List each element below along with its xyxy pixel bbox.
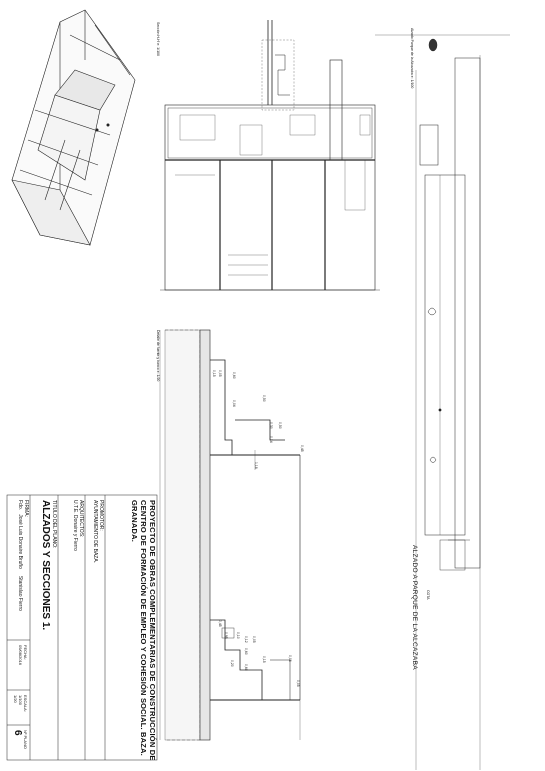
- promotor-block: [92, 500, 104, 563]
- promotor-value: AYUNTAMIENTO DE BAZA.: [92, 500, 98, 564]
- arquitectos-label: ARQUITECTOS:: [78, 500, 84, 538]
- plano-label: Nº PLANO: [23, 730, 28, 750]
- firma-name-1: José Luis Donaire Bruño: [17, 514, 23, 569]
- caption-alzado-small: Alzado Parque de la Alcazaba e: 1/100: [410, 28, 414, 89]
- detail-view: [160, 330, 300, 740]
- dim-label: 0,50: [278, 422, 282, 429]
- dim-label: 0,05: [218, 370, 222, 377]
- fecha-value: 09/08/2016: [18, 645, 23, 666]
- caption-seccion: Sección H-H' e: 1/100: [156, 22, 160, 56]
- dim-label: 0,30: [269, 422, 273, 429]
- section-view: [160, 20, 380, 290]
- arquitectos-block: [72, 500, 84, 551]
- project-line-1: PROYECTO DE OBRAS COMPLEMENTARIAS DE CONSTRUCCIÓN DE: [148, 500, 157, 761]
- promotor-label: PROMOTOR:: [98, 500, 104, 531]
- dim-label: 0,15: [262, 656, 266, 663]
- dim-label: 0,45: [300, 445, 304, 452]
- dim-label: 1,18: [254, 462, 258, 469]
- dim-label: 0,60: [244, 648, 248, 655]
- project-title: [130, 500, 157, 761]
- plano-block: [12, 730, 28, 749]
- project-line-3: GRANADA.: [130, 500, 139, 543]
- dim-label: 0,15: [212, 370, 216, 377]
- caption-cota: COTA: [426, 590, 430, 600]
- dim-label: 0,50: [262, 395, 266, 402]
- dim-label: 0,05: [252, 636, 256, 643]
- titulo-plano-label: TITULO DEL PLANO:: [51, 500, 57, 549]
- titulo-plano-value: ALZADOS Y SECCIONES 1.: [40, 500, 51, 631]
- fecha-block: [18, 645, 28, 665]
- plano-value: 6: [12, 730, 23, 736]
- dim-label: 0,05: [296, 680, 300, 687]
- escala-label: ESCALA:: [23, 695, 28, 712]
- dim-label: 0,60: [232, 372, 236, 379]
- axonometric-view: [12, 10, 135, 245]
- dim-label: 0,12: [244, 636, 248, 643]
- dim-label: 0,95: [224, 632, 228, 639]
- caption-alzado-main: ALZADO A PARQUE DE LA ALCAZABA: [411, 545, 418, 670]
- dim-label: 0,10: [236, 632, 240, 639]
- firma-name-2: Stanislao Fierro: [17, 575, 23, 611]
- firma-block: [17, 500, 29, 611]
- dim-label: 0,45: [218, 620, 222, 627]
- escala-block: [13, 695, 28, 712]
- escala-value-2: 1/20: [13, 695, 18, 703]
- dim-label: 0,06: [288, 655, 292, 662]
- escala-value-1: 1/100: [18, 695, 23, 706]
- elevation-view: [375, 35, 510, 770]
- firma-fdo: Fdo.: [17, 500, 23, 511]
- fecha-label: FECHA:: [23, 645, 28, 660]
- arquitectos-value: U.T.E. Donaire y Fierro: [72, 500, 78, 551]
- caption-detalle: Detalle de fuente y banco e: 1/20: [156, 330, 160, 382]
- dim-label: 0,14: [269, 436, 273, 443]
- dim-label: 0,60: [244, 664, 248, 671]
- dim-label: 0,04: [232, 400, 236, 407]
- project-line-2: CENTRO DE FORMACIÓN DE EMPLEO Y COHESIÓN SOCIAL. BAZA.: [139, 500, 148, 756]
- titulo-plano-block: [40, 500, 57, 630]
- firma-label: FIRMA:: [23, 500, 29, 517]
- dim-label: 0,20: [230, 660, 234, 667]
